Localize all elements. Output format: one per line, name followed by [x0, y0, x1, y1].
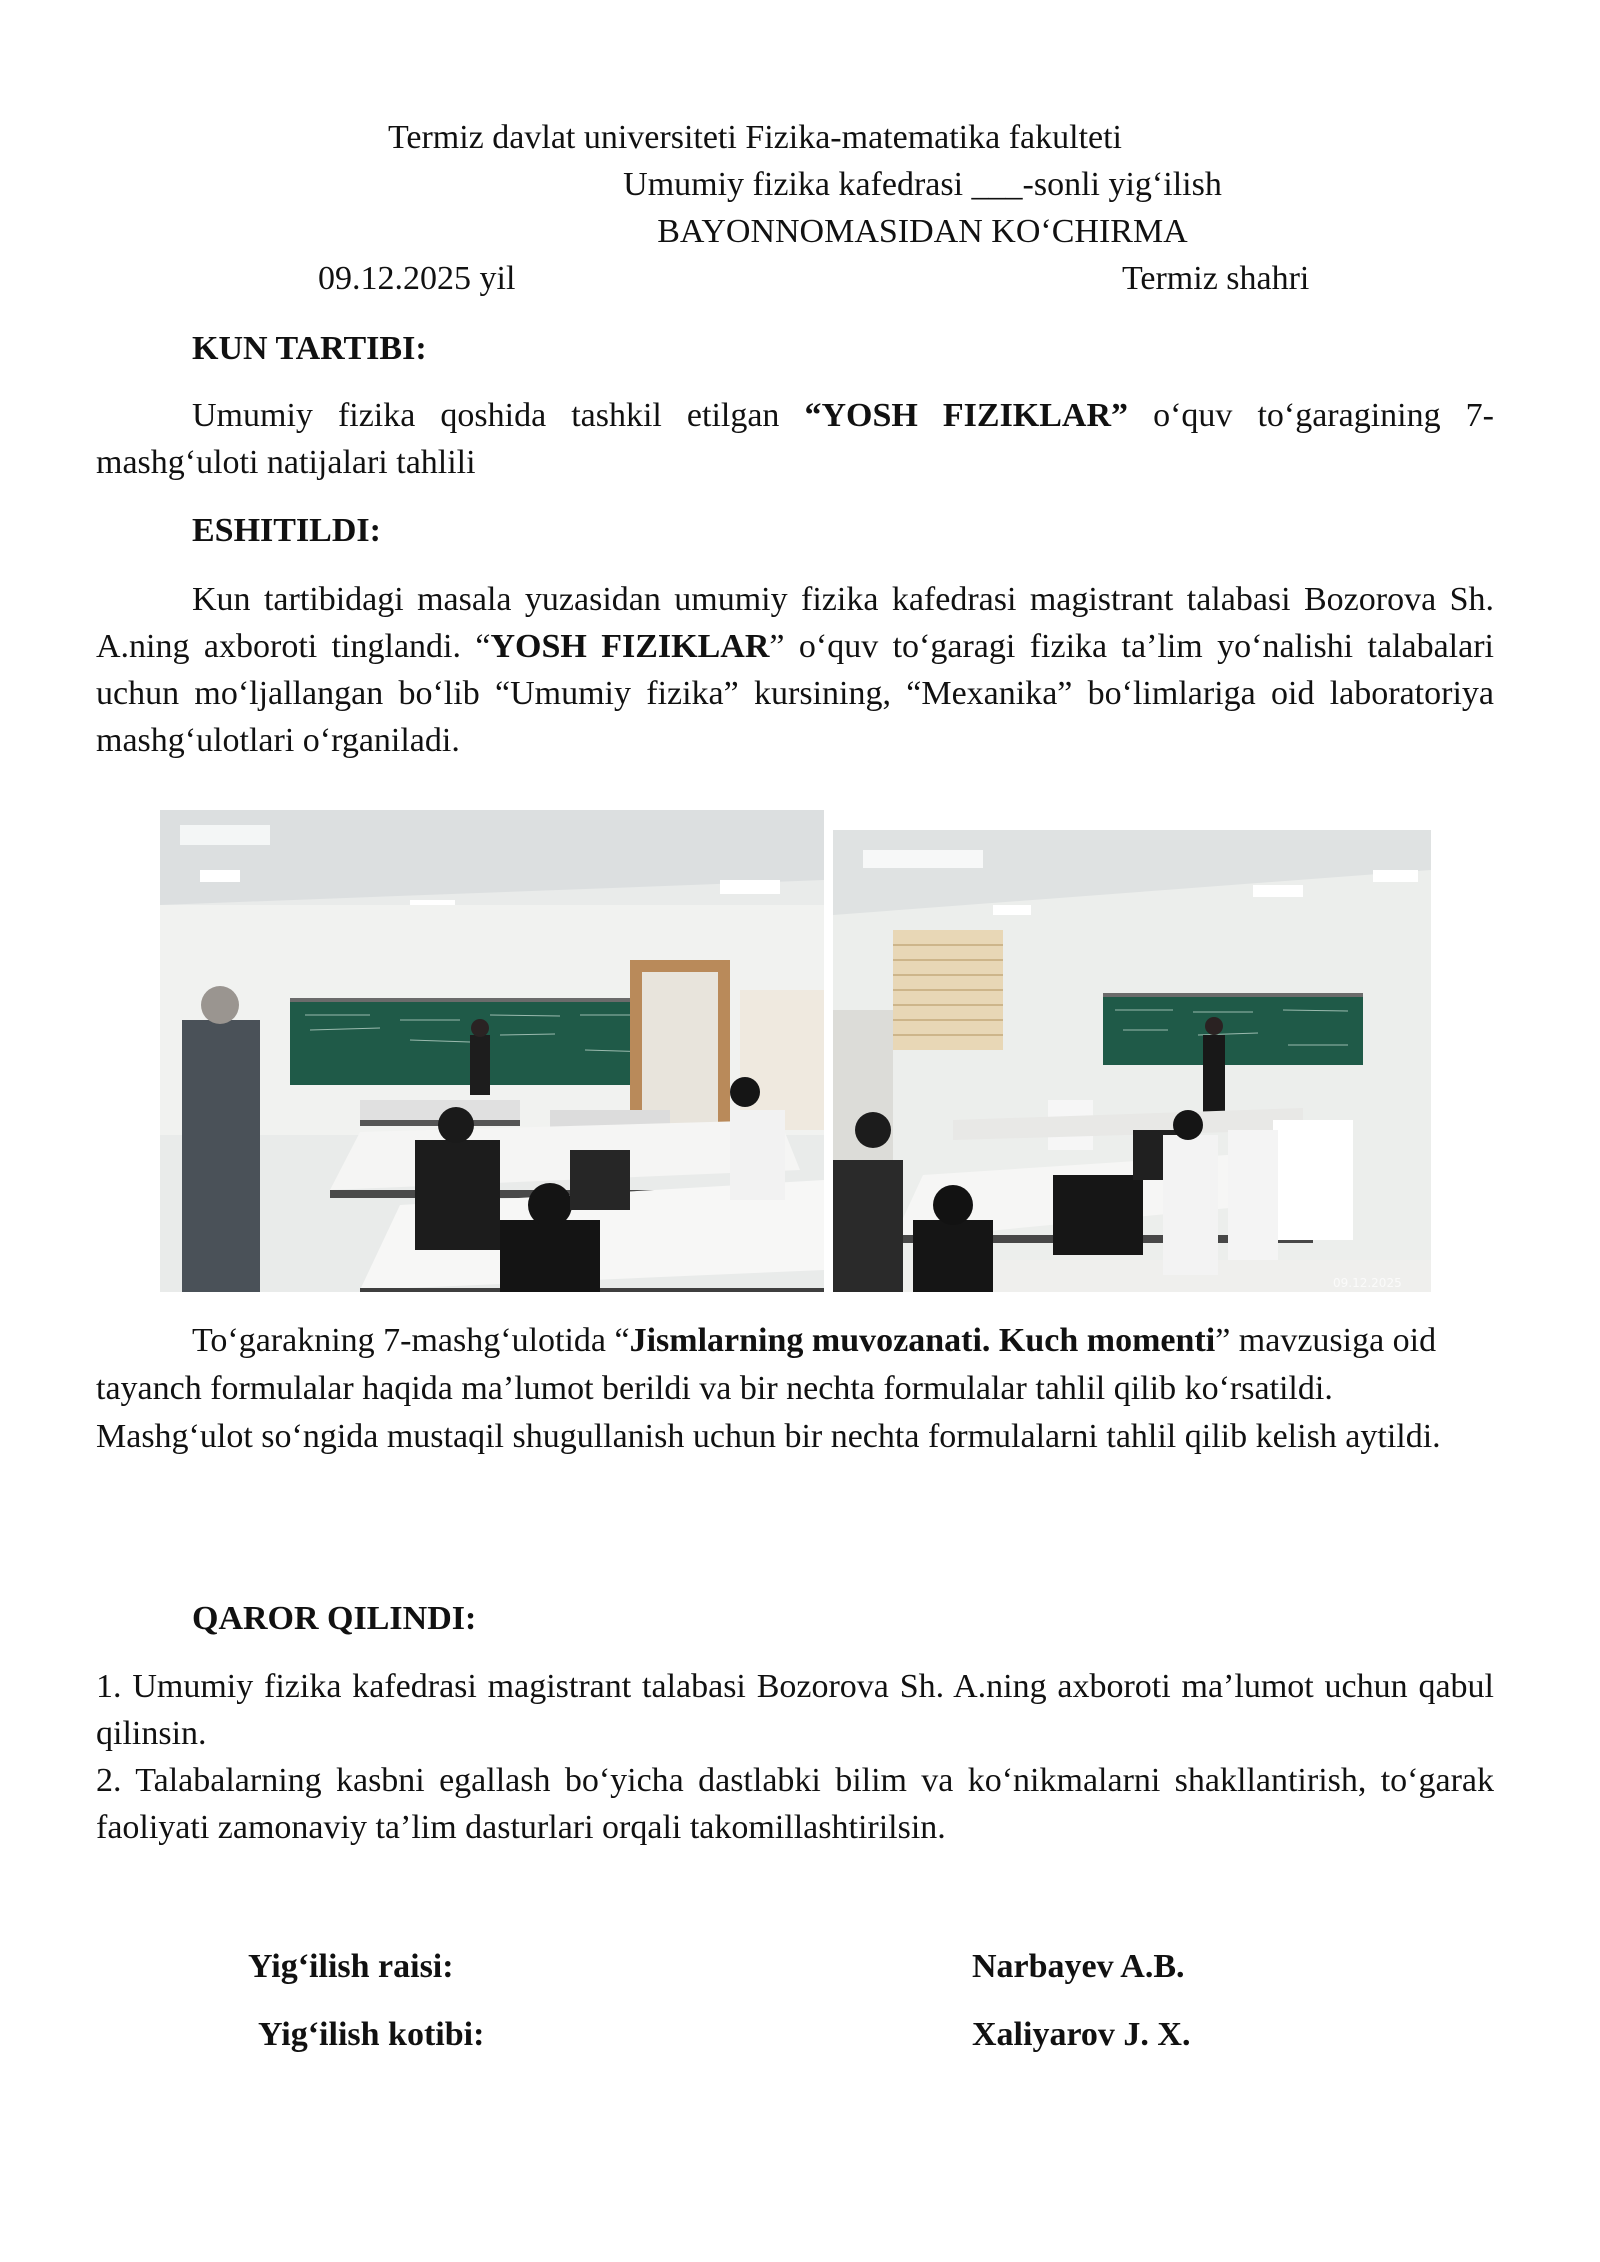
session-text-start: To‘garakning 7-mashg‘ulotida “ — [192, 1322, 630, 1359]
header-date: 09.12.2025 yil — [318, 260, 516, 297]
chair-name: Narbayev A.B. — [972, 1948, 1185, 1985]
classroom-photo-left — [160, 810, 824, 1292]
heard-text-end: ” o‘quv to‘garagi fizika ta’lim yo‘nalishi talabalari uchun mo‘ljallangan bo‘lib “Umumiy fizika” kursining, “Mexanika” bo‘limlariga oid laboratoriya mashg‘ulotlari o‘rganiladi. — [96, 628, 1494, 759]
session-topic: Jismlarning muvozanati. Kuch momenti — [629, 1322, 1216, 1359]
agenda-heading: KUN TARTIBI: — [192, 330, 427, 367]
secretary-label: Yig‘ilish kotibi: — [258, 2016, 485, 2053]
chair-label: Yig‘ilish raisi: — [248, 1948, 454, 1985]
decision-item-1: 1. Umumiy fizika kafedrasi magistrant talabasi Bozorova Sh. A.ning axboroti ma’lumot uchun qabul qilinsin. — [96, 1668, 1494, 1752]
heard-heading: ESHITILDI: — [192, 512, 381, 549]
header-university: Termiz davlat universiteti Fizika-matematika fakulteti — [387, 119, 1123, 156]
agenda-text-start: Umumiy fizika qoshida tashkil etilgan — [192, 397, 805, 434]
heard-text — [96, 576, 1494, 764]
decision-heading: QAROR QILINDI: — [192, 1600, 477, 1637]
session-text — [96, 1317, 1494, 1461]
agenda-text-end: o‘quv to‘garagining 7-mashg‘uloti natijalari tahlili — [96, 397, 1494, 481]
agenda-text — [96, 392, 1494, 486]
decision-item-2: 2. Talabalarning kasbni egallash bo‘yicha dastlabki bilim va ko‘nikmalarni shakllantirish, to‘garak faoliyati zamonaviy ta’lim dasturlari orqali takomillashtirilsin. — [96, 1762, 1494, 1846]
heard-text-start: Kun tartibidagi masala yuzasidan umumiy fizika kafedrasi magistrant talabasi Bozorova Sh. A.ning axboroti tinglandi. “ — [96, 581, 1494, 665]
header-place: Termiz shahri — [1122, 260, 1310, 297]
header-title: BAYONNOMASIDAN KO‘CHIRMA — [657, 213, 1188, 250]
photo-date-stamp: 09.12.2025 — [1333, 1276, 1402, 1290]
agenda-circle-name: “YOSH FIZIKLAR” — [804, 397, 1129, 434]
classroom-photo-right — [833, 830, 1431, 1292]
header-department: Umumiy fizika kafedrasi ___-sonli yig‘ilish — [623, 166, 1222, 203]
session-text-end: ” mavzusiga oid tayanch formulalar haqida ma’lumot berildi va bir nechta formulalar tahlil qilib ko‘rsatildi. Mashg‘ulot so‘ngida mustaqil shugullanish uchun bir nechta formulalarni tahlil qilib kelish aytildi. — [96, 1322, 1441, 1455]
secretary-name: Xaliyarov J. X. — [972, 2016, 1191, 2053]
heard-circle-name: YOSH FIZIKLAR — [490, 628, 770, 665]
